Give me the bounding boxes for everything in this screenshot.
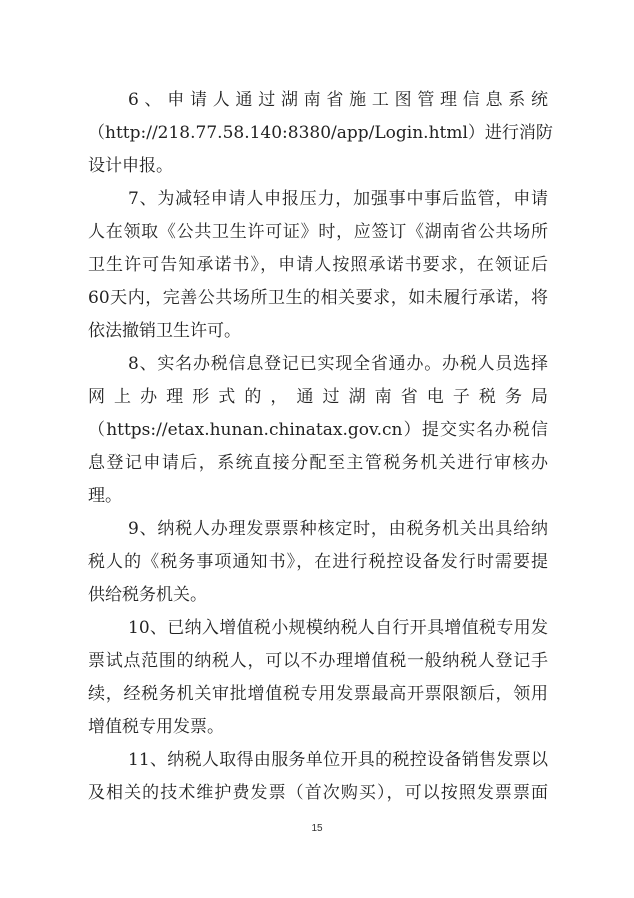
text-line: （https://etax.hunan.chinatax.gov.cn）提交实名办税信 xyxy=(88,420,548,440)
text-line: 及相关的技术维护费发票（首次购买），可以按照发票票面 xyxy=(88,783,548,803)
text-line: 11、纳税人取得由服务单位开具的税控设备销售发票以 xyxy=(128,750,548,770)
text-line: 7、为减轻申请人申报压力，加强事中事后监管，申请 xyxy=(128,189,548,209)
text-line: 60天内，完善公共场所卫生的相关要求，如未履行承诺，将 xyxy=(88,288,548,308)
text-line: 理。 xyxy=(88,486,122,506)
text-line: 增值税专用发票。 xyxy=(88,717,224,737)
text-line: 6、申请人通过湖南省施工图管理信息系统 xyxy=(128,90,548,110)
text-line: 设计申报。 xyxy=(88,156,173,176)
text-line: （http://218.77.58.140:8380/app/Login.html）进行消防 xyxy=(88,123,553,143)
text-line: 9、纳税人办理发票票种核定时，由税务机关出具给纳 xyxy=(128,519,548,539)
page-number: 15 xyxy=(311,823,323,834)
text-line: 网上办理形式的，通过湖南省电子税务局 xyxy=(88,387,548,407)
text-line: 卫生许可告知承诺书》，申请人按照承诺书要求，在领证后 xyxy=(88,255,548,275)
text-line: 人在领取《公共卫生许可证》时，应签订《湖南省公共场所 xyxy=(88,222,548,242)
text-line: 票试点范围的纳税人，可以不办理增值税一般纳税人登记手 xyxy=(88,651,548,671)
text-line: 供给税务机关。 xyxy=(88,585,207,605)
text-line: 息登记申请后，系统直接分配至主管税务机关进行审核办 xyxy=(88,453,548,473)
text-line: 8、实名办税信息登记已实现全省通办。办税人员选择 xyxy=(128,354,548,374)
text-line: 续，经税务机关审批增值税专用发票最高开票限额后，领用 xyxy=(88,684,548,704)
text-line: 10、已纳入增值税小规模纳税人自行开具增值税专用发 xyxy=(128,618,548,638)
text-line: 依法撤销卫生许可。 xyxy=(88,321,241,341)
text-line: 税人的《税务事项通知书》，在进行税控设备发行时需要提 xyxy=(88,552,548,572)
